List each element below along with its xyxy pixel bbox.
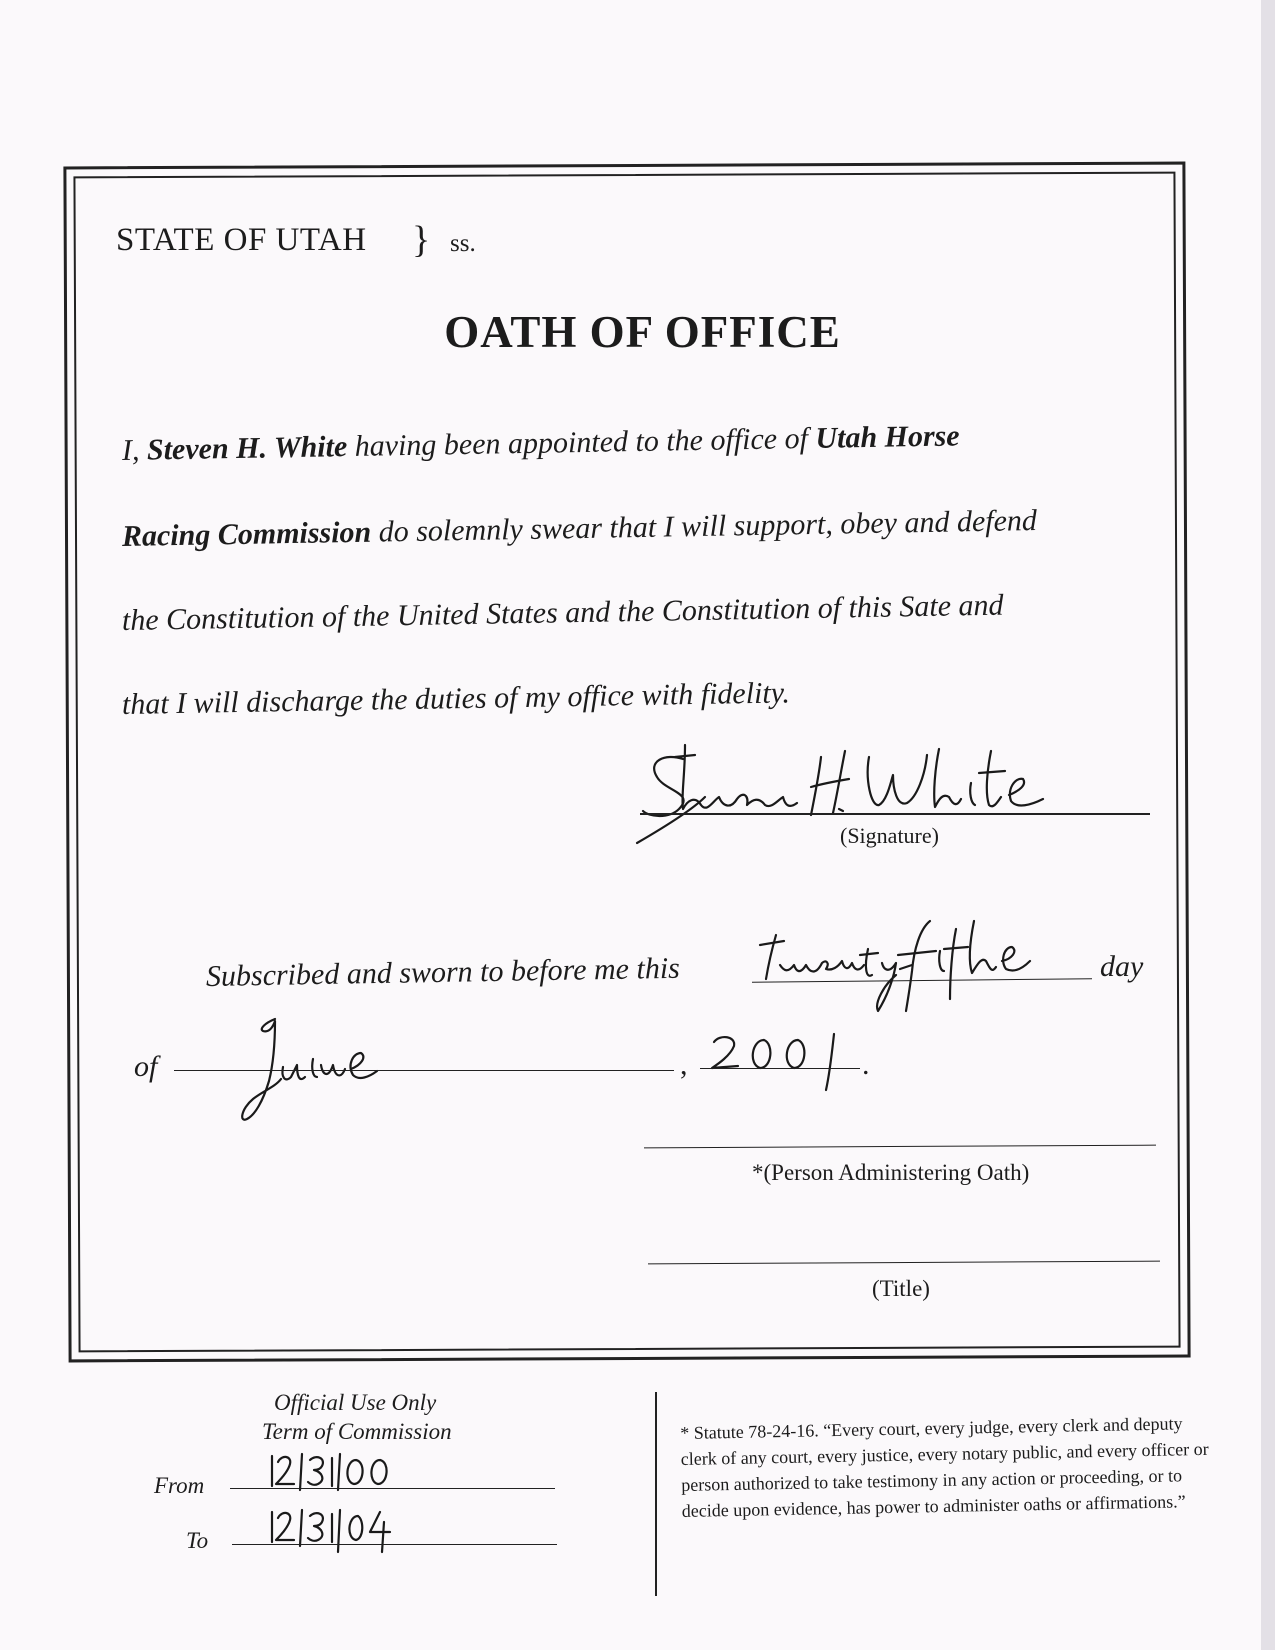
day-word: day <box>1100 950 1144 983</box>
month-blank-line <box>174 1070 674 1071</box>
term-to-line <box>232 1544 557 1545</box>
state-brace: } <box>412 219 431 261</box>
ss-abbreviation: ss. <box>450 230 476 257</box>
term-to-label: To <box>186 1528 209 1553</box>
officer-title-label: (Title) <box>872 1276 930 1301</box>
oath-line-2-rest: do solemnly swear that I will support, obey and defend <box>370 504 1038 549</box>
term-from-line <box>230 1488 555 1489</box>
statute-note: * Statute 78-24-16. “Every court, every judge, every clerk and deputy clerk of any court, every justice, every notary public, and every officer or person authorized to take testimony in any action or proceeding, or to decide upon evidence, has power to administer oaths or affirmations.” <box>680 1413 1209 1521</box>
handwritten-day <box>760 915 1060 1015</box>
oath-line-4: that I will discharge the duties of my office with fidelity. <box>121 676 791 721</box>
office-name-part1: Utah Horse <box>815 419 960 455</box>
office-name-part2: Racing Commission <box>121 515 372 553</box>
oath-line-3: the Constitution of the United States and the Constitution of this Sate and <box>121 588 1004 637</box>
appointee-name: Steven H. White <box>146 430 348 467</box>
official-use-heading: Official Use Only <box>274 1390 437 1415</box>
state-heading: STATE OF UTAH <box>116 222 367 258</box>
signature-label: (Signature) <box>840 823 939 848</box>
footer-divider <box>655 1392 657 1596</box>
page-title: OATH OF OFFICE <box>444 307 841 357</box>
date-comma: , <box>680 1048 688 1081</box>
of-word: of <box>134 1050 158 1083</box>
page-edge-shadow <box>1261 0 1275 1650</box>
handwritten-to-date <box>268 1508 398 1556</box>
administering-officer-label: *(Person Administering Oath) <box>752 1160 1030 1185</box>
term-from-label: From <box>154 1473 205 1498</box>
signature-line <box>640 813 1150 815</box>
subscribed-text: Subscribed and sworn to before me this <box>205 951 681 993</box>
oath-prefix: I, <box>121 433 148 467</box>
oath-middle-text: having been appointed to the office of <box>346 421 816 464</box>
term-of-commission-heading: Term of Commission <box>262 1419 452 1444</box>
year-blank-line <box>700 1068 860 1069</box>
date-period: . <box>862 1048 870 1081</box>
handwritten-year <box>708 1030 868 1095</box>
